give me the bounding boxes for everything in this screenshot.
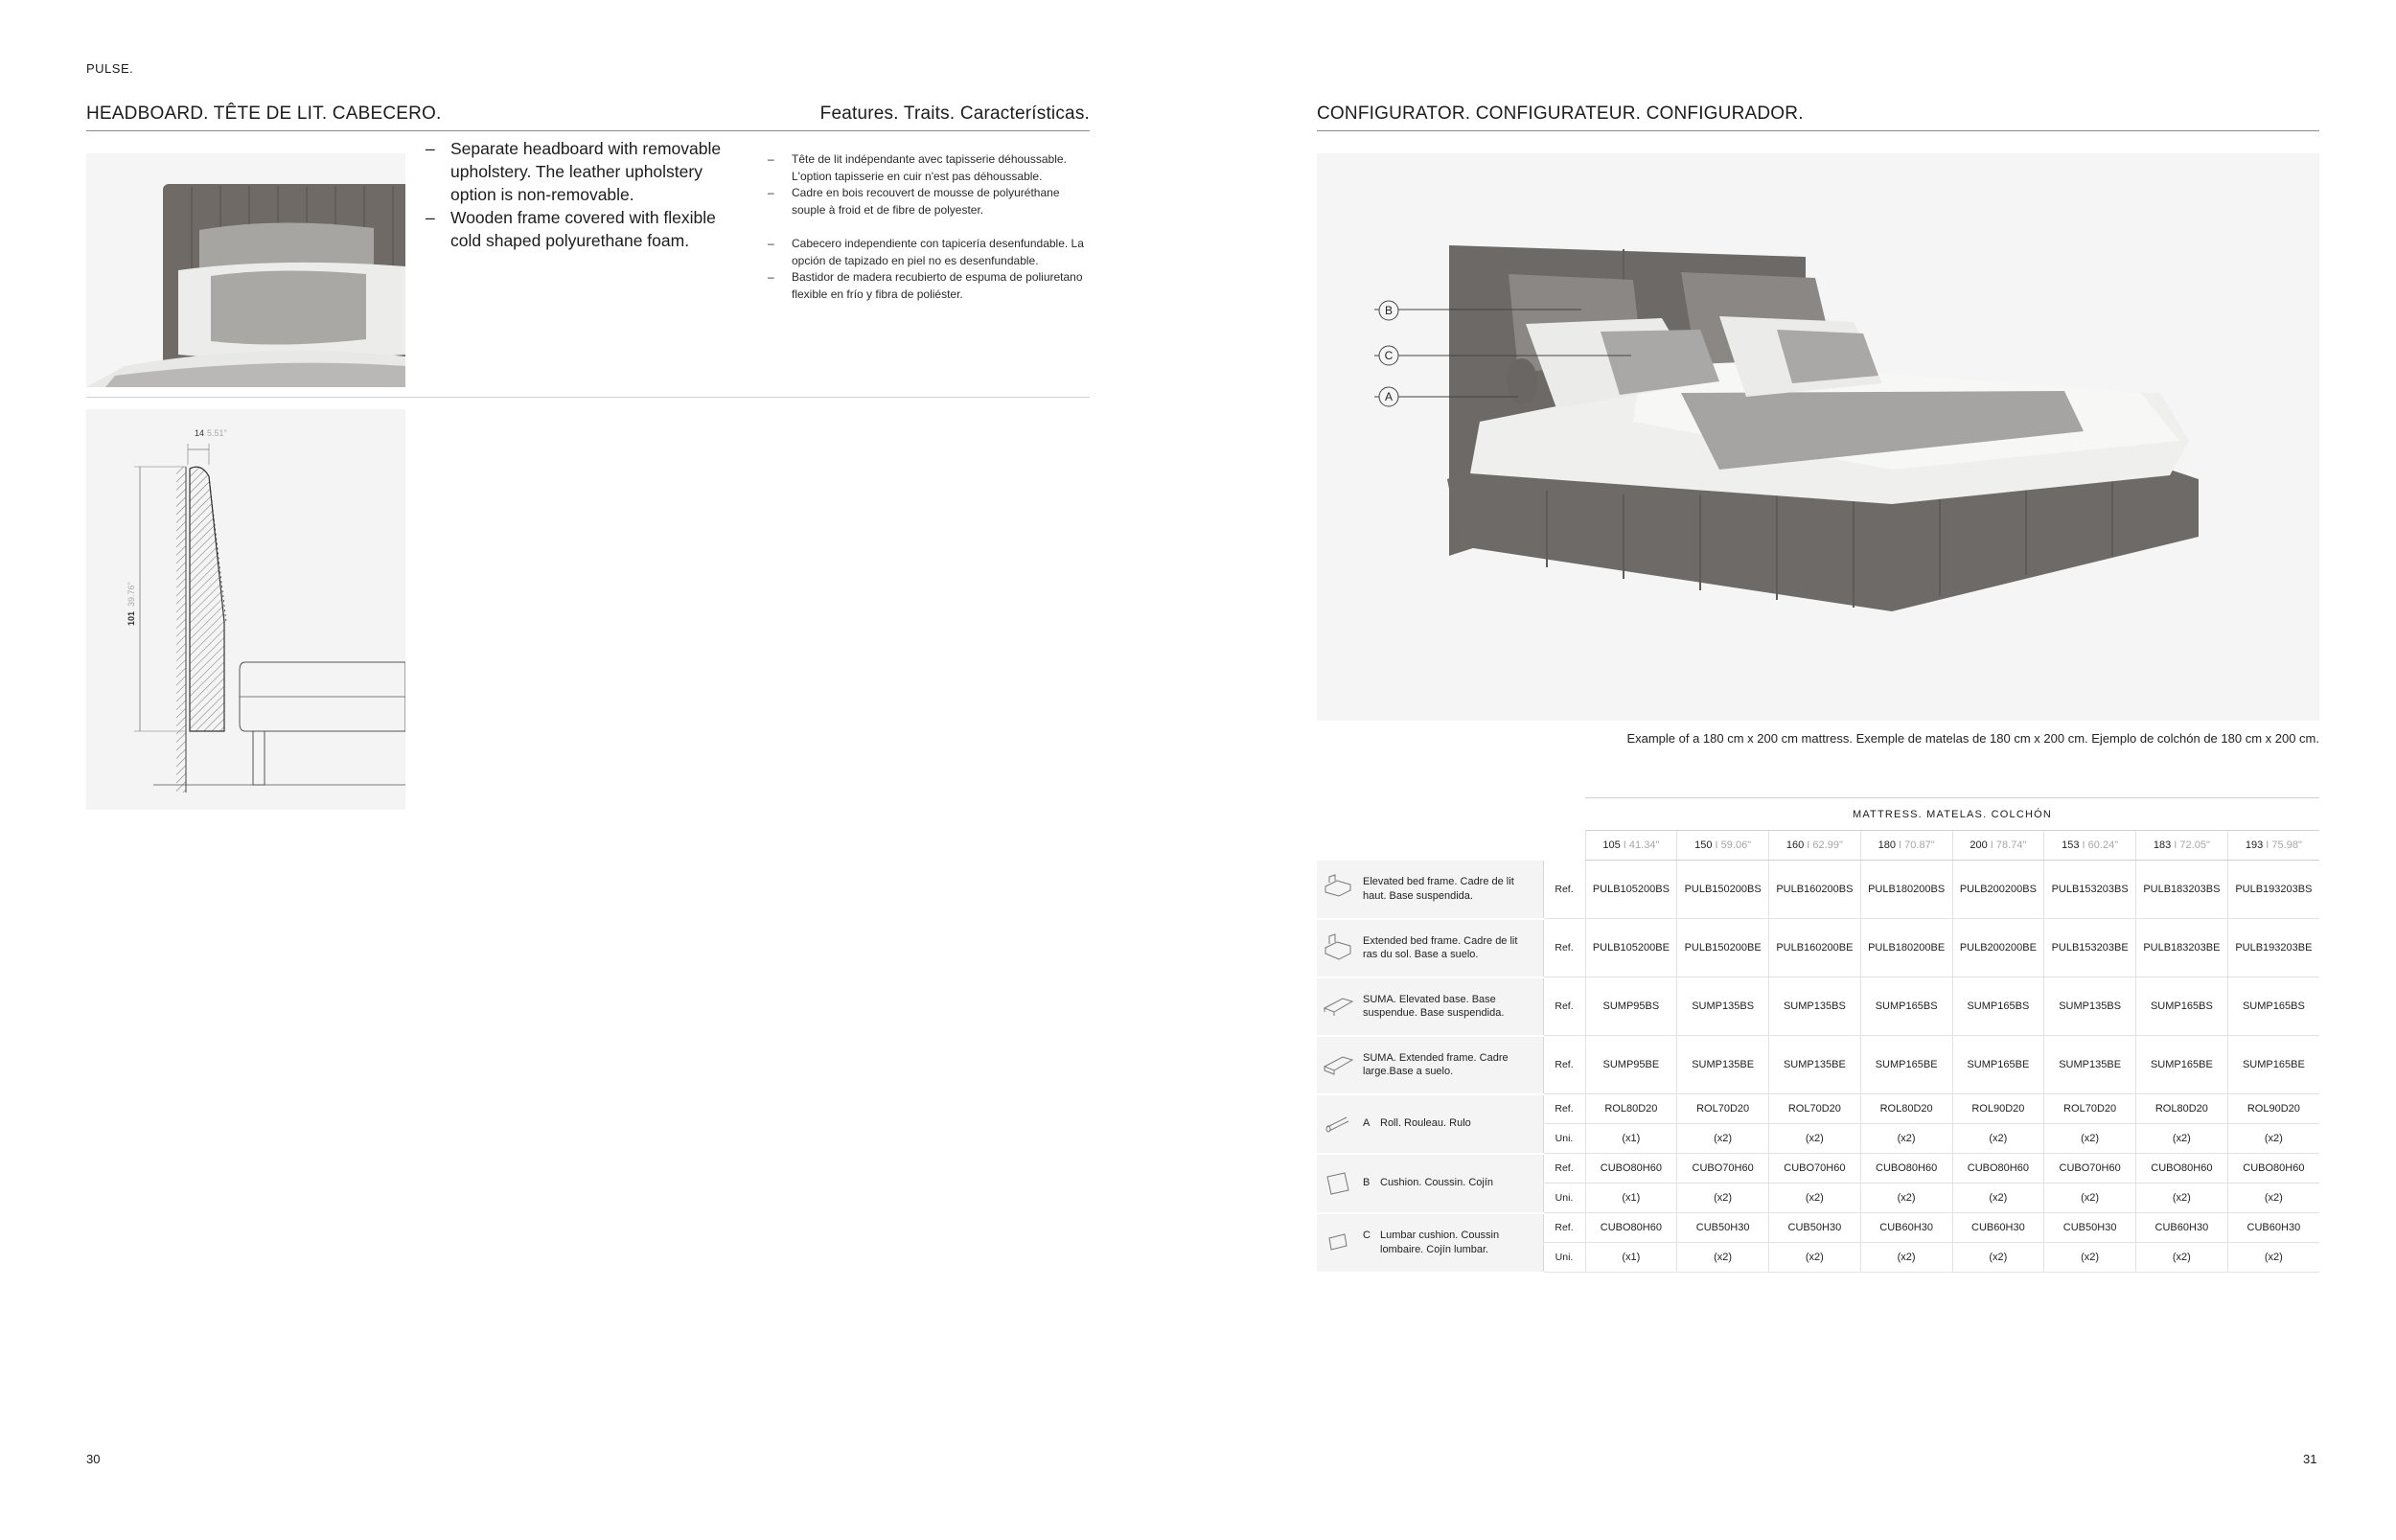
units-cell: (x1)	[1585, 1184, 1677, 1213]
reference-code-cell: ROL90D20	[1952, 1094, 2044, 1124]
configurator-table	[1317, 831, 2319, 1274]
units-cell: (x1)	[1585, 1124, 1677, 1154]
features-divider	[86, 397, 1090, 398]
size-column-header	[2227, 831, 2319, 861]
reference-code-cell: SUMP135BS	[2044, 977, 2136, 1036]
reference-code-cell: CUBO70H60	[1677, 1154, 1769, 1184]
table-top-rule	[1585, 797, 2319, 798]
feature-es-item	[768, 269, 1094, 303]
description-text: SUMA. Extended frame. Cadre large.Base a suelo.	[1363, 1051, 1509, 1077]
size-inches: 59.06"	[1720, 839, 1752, 851]
units-cell: (x2)	[2044, 1184, 2136, 1213]
feature-en-item	[426, 137, 742, 206]
description-text: Cushion. Coussin. Cojín	[1380, 1177, 1494, 1189]
row-icon-cell	[1317, 1213, 1359, 1273]
callout-c	[1379, 346, 1398, 365]
size-column-header	[2136, 831, 2228, 861]
size-inches: 62.99"	[1812, 839, 1843, 851]
extended-bed-frame-icon	[1322, 953, 1354, 964]
units-cell: (x2)	[2136, 1124, 2228, 1154]
size-separator: I	[1990, 839, 1993, 851]
units-cell: (x2)	[1860, 1124, 1952, 1154]
row-description	[1359, 919, 1543, 977]
row-icon-cell	[1317, 1094, 1359, 1154]
reference-code-cell: SUMP95BS	[1585, 977, 1677, 1036]
feature-en-text: Separate headboard with removable upholstery. The leather upholstery option is non-removable.	[450, 139, 722, 204]
table-row	[1317, 861, 2319, 919]
size-column-header	[1952, 831, 2044, 861]
reference-code-cell: PULB183203BS	[2136, 861, 2228, 919]
size-cm: 150	[1694, 839, 1713, 851]
size-separator: I	[1899, 839, 1902, 851]
feature-en-item	[426, 206, 742, 252]
row-description	[1359, 1154, 1543, 1213]
feature-fr-text: Cadre en bois recouvert de mousse de polyuréthane souple à froid et de fibre de polyester.	[792, 186, 1060, 217]
callout-c-label: C	[1384, 349, 1394, 362]
description-text: Roll. Rouleau. Rulo	[1380, 1117, 1471, 1130]
size-cm: 160	[1785, 839, 1805, 851]
reference-code-cell: SUMP135BE	[1769, 1036, 1861, 1094]
units-cell: (x2)	[1677, 1184, 1769, 1213]
callout-b	[1379, 301, 1398, 320]
row-description	[1359, 977, 1543, 1036]
bullet-dash: –	[768, 186, 774, 199]
reference-code-cell: CUBO70H60	[1769, 1154, 1861, 1184]
section-divider	[86, 130, 1090, 131]
row-icon-cell	[1317, 1154, 1359, 1213]
brand-label: PULSE.	[86, 61, 134, 76]
row-icon-cell	[1317, 977, 1359, 1036]
units-cell: (x2)	[2044, 1243, 2136, 1273]
headboard-section-title: HEADBOARD. TÊTE DE LIT. CABECERO.	[86, 103, 442, 124]
features-english	[426, 137, 742, 252]
bullet-dash: –	[426, 208, 435, 227]
reference-code-cell: SUMP135BS	[1769, 977, 1861, 1036]
reference-code-cell: PULB193203BS	[2227, 861, 2319, 919]
size-cm: 193	[2245, 839, 2264, 851]
height-dimension-value: 101	[127, 610, 136, 626]
table-row	[1317, 1094, 2319, 1124]
units-cell: (x2)	[2227, 1243, 2319, 1273]
size-separator: I	[1623, 839, 1626, 851]
reference-code-cell: SUMP165BE	[2136, 1036, 2228, 1094]
suma-extended-frame-icon	[1322, 1069, 1354, 1081]
ref-label: Ref.	[1543, 1036, 1585, 1094]
reference-code-cell: PULB153203BS	[2044, 861, 2136, 919]
size-column-header	[1769, 831, 1861, 861]
units-cell: (x2)	[2044, 1124, 2136, 1154]
size-inches: 72.05"	[2179, 839, 2210, 851]
reference-code-cell: PULB160200BE	[1769, 919, 1861, 977]
units-cell: (x2)	[1677, 1124, 1769, 1154]
reference-code-cell: CUBO80H60	[2227, 1154, 2319, 1184]
reference-code-cell: ROL70D20	[1769, 1094, 1861, 1124]
row-description	[1359, 861, 1543, 919]
headboard-photo	[86, 153, 405, 387]
component-letter: A	[1363, 1117, 1371, 1130]
table-row	[1317, 1213, 2319, 1243]
feature-es-item	[768, 236, 1094, 269]
feature-en-text: Wooden frame covered with flexible cold shaped polyurethane foam.	[450, 208, 716, 250]
row-description	[1359, 1094, 1543, 1154]
reference-code-cell: PULB200200BE	[1952, 919, 2044, 977]
reference-code-cell: SUMP165BE	[2227, 1036, 2319, 1094]
units-cell: (x2)	[1952, 1243, 2044, 1273]
reference-code-cell: PULB193203BE	[2227, 919, 2319, 977]
reference-code-cell: CUBO80H60	[1585, 1154, 1677, 1184]
row-icon-cell	[1317, 861, 1359, 919]
reference-code-cell: SUMP165BS	[2227, 977, 2319, 1036]
reference-code-cell: PULB105200BS	[1585, 861, 1677, 919]
size-column-header	[1677, 831, 1769, 861]
reference-code-cell: PULB150200BE	[1677, 919, 1769, 977]
reference-code-cell: PULB183203BE	[2136, 919, 2228, 977]
size-inches: 75.98"	[2271, 839, 2302, 851]
feature-fr-item	[768, 185, 1094, 218]
roll-icon	[1322, 1128, 1354, 1139]
reference-code-cell: SUMP135BE	[1677, 1036, 1769, 1094]
reference-code-cell: SUMP165BS	[1952, 977, 2044, 1036]
features-french	[768, 151, 1094, 218]
reference-code-cell: CUB60H30	[1860, 1213, 1952, 1243]
reference-code-cell: CUBO80H60	[1585, 1213, 1677, 1243]
units-cell: (x2)	[1860, 1184, 1952, 1213]
row-description	[1359, 1213, 1543, 1273]
size-cm: 200	[1970, 839, 1988, 851]
bed-photo	[1317, 153, 2319, 721]
reference-code-cell: SUMP135BE	[2044, 1036, 2136, 1094]
table-row	[1317, 977, 2319, 1036]
units-cell: (x2)	[1952, 1184, 2044, 1213]
units-label: Uni.	[1543, 1184, 1585, 1213]
height-dimension-inches: 39.76"	[127, 582, 136, 607]
bullet-dash: –	[426, 139, 435, 158]
feature-fr-item	[768, 151, 1094, 185]
ref-label: Ref.	[1543, 1213, 1585, 1243]
units-cell: (x2)	[2136, 1184, 2228, 1213]
ref-label: Ref.	[1543, 919, 1585, 977]
feature-es-text: Bastidor de madera recubierto de espuma de poliuretano flexible en frío y fibra de poliéster.	[792, 270, 1083, 301]
lumbar-cushion-icon	[1322, 1247, 1354, 1258]
size-inches: 70.87"	[1904, 839, 1935, 851]
units-cell: (x2)	[1860, 1243, 1952, 1273]
size-separator: I	[1715, 839, 1718, 851]
size-separator: I	[2266, 839, 2269, 851]
reference-code-cell: SUMP95BE	[1585, 1036, 1677, 1094]
cushion-icon	[1322, 1187, 1354, 1199]
reference-code-cell: CUB50H30	[1769, 1213, 1861, 1243]
units-cell: (x2)	[1769, 1243, 1861, 1273]
ref-label: Ref.	[1543, 977, 1585, 1036]
bullet-dash: –	[768, 237, 774, 250]
reference-code-cell: CUB50H30	[2044, 1213, 2136, 1243]
reference-code-cell: CUBO80H60	[1860, 1154, 1952, 1184]
reference-code-cell: ROL80D20	[1585, 1094, 1677, 1124]
reference-code-cell: SUMP165BS	[1860, 977, 1952, 1036]
size-column-header	[1860, 831, 1952, 861]
units-label: Uni.	[1543, 1124, 1585, 1154]
configurator-divider	[1317, 130, 2319, 131]
component-letter: B	[1363, 1177, 1371, 1189]
reference-code-cell: SUMP165BE	[1952, 1036, 2044, 1094]
reference-code-cell: PULB180200BE	[1860, 919, 1952, 977]
reference-code-cell: PULB105200BE	[1585, 919, 1677, 977]
size-cm: 183	[2153, 839, 2172, 851]
depth-dimension-inches: 5.51"	[207, 428, 227, 438]
reference-code-cell: ROL80D20	[2136, 1094, 2228, 1124]
bullet-dash: –	[768, 152, 774, 166]
reference-code-cell: CUBO80H60	[1952, 1154, 2044, 1184]
photo-caption: Example of a 180 cm x 200 cm mattress. Exemple de matelas de 180 cm x 200 cm. Ejemplo de colchón de 180 cm x 200 cm.	[1626, 731, 2319, 746]
reference-code-cell: CUB60H30	[2136, 1213, 2228, 1243]
table-row	[1317, 1036, 2319, 1094]
units-cell: (x2)	[1677, 1243, 1769, 1273]
mattress-header: MATTRESS. MATELAS. COLCHÓN	[1852, 809, 2053, 820]
row-icon-cell	[1317, 1036, 1359, 1094]
size-inches: 78.74"	[1995, 839, 2027, 851]
feature-fr-text: Tête de lit indépendante avec tapisserie déhoussable. L'option tapisserie en cuir n'est pas déhoussable.	[792, 152, 1067, 183]
size-cm: 180	[1878, 839, 1896, 851]
size-column-header	[2044, 831, 2136, 861]
reference-code-cell: PULB160200BS	[1769, 861, 1861, 919]
reference-code-cell: CUB60H30	[1952, 1213, 2044, 1243]
table-row	[1317, 919, 2319, 977]
reference-code-cell: CUBO80H60	[2136, 1154, 2228, 1184]
description-text: SUMA. Elevated base. Base suspendue. Base suspendida.	[1363, 993, 1505, 1019]
description-text: Elevated bed frame. Cadre de lit haut. Base suspendida.	[1363, 876, 1514, 902]
reference-code-cell: PULB200200BS	[1952, 861, 2044, 919]
ref-label: Ref.	[1543, 861, 1585, 919]
reference-code-cell: PULB150200BS	[1677, 861, 1769, 919]
reference-code-cell: CUB60H30	[2227, 1213, 2319, 1243]
units-cell: (x2)	[1769, 1124, 1861, 1154]
size-separator: I	[1807, 839, 1810, 851]
reference-code-cell: ROL80D20	[1860, 1094, 1952, 1124]
size-cm: 153	[2062, 839, 2080, 851]
ref-label: Ref.	[1543, 1154, 1585, 1184]
reference-code-cell: CUBO70H60	[2044, 1154, 2136, 1184]
callout-b-label: B	[1384, 304, 1394, 317]
page-number-left: 30	[86, 1452, 101, 1466]
row-icon-cell	[1317, 919, 1359, 977]
reference-code-cell: CUB50H30	[1677, 1213, 1769, 1243]
suma-elevated-base-icon	[1322, 1011, 1354, 1023]
units-cell: (x2)	[2227, 1184, 2319, 1213]
size-separator: I	[2082, 839, 2085, 851]
size-separator: I	[2174, 839, 2177, 851]
callout-a	[1379, 387, 1398, 406]
depth-dimension-value: 14	[195, 428, 205, 438]
elevated-bed-frame-icon	[1322, 893, 1354, 905]
headboard-section-diagram	[86, 409, 405, 810]
reference-code-cell: SUMP135BS	[1677, 977, 1769, 1036]
row-description	[1359, 1036, 1543, 1094]
size-column-header	[1585, 831, 1677, 861]
callout-a-label: A	[1384, 390, 1394, 403]
description-text: Extended bed frame. Cadre de lit ras du sol. Base a suelo.	[1363, 934, 1518, 960]
configurator-section-title: CONFIGURATOR. CONFIGURATEUR. CONFIGURADOR.	[1317, 103, 1804, 124]
component-letter: C	[1363, 1230, 1371, 1241]
feature-es-text: Cabecero independiente con tapicería desenfundable. La opción de tapizado en piel no es desenfundable.	[792, 237, 1084, 267]
ref-label: Ref.	[1543, 1094, 1585, 1124]
features-spanish	[768, 236, 1094, 303]
units-label: Uni.	[1543, 1243, 1585, 1273]
reference-code-cell: ROL90D20	[2227, 1094, 2319, 1124]
bullet-dash: –	[768, 270, 774, 284]
reference-code-cell: PULB153203BE	[2044, 919, 2136, 977]
reference-code-cell: ROL70D20	[2044, 1094, 2136, 1124]
size-inches: 41.34"	[1628, 839, 1660, 851]
reference-code-cell: SUMP165BS	[2136, 977, 2228, 1036]
size-inches: 60.24"	[2087, 839, 2119, 851]
description-text: Lumbar cushion. Coussin lombaire. Cojín lumbar.	[1380, 1230, 1500, 1255]
table-row	[1317, 1154, 2319, 1184]
reference-code-cell: ROL70D20	[1677, 1094, 1769, 1124]
units-cell: (x2)	[2136, 1243, 2228, 1273]
units-cell: (x2)	[1769, 1184, 1861, 1213]
size-header-row	[1317, 831, 2319, 861]
units-cell: (x1)	[1585, 1243, 1677, 1273]
features-title: Features. Traits. Características.	[819, 103, 1090, 124]
reference-code-cell: PULB180200BS	[1860, 861, 1952, 919]
size-cm: 105	[1602, 839, 1621, 851]
units-cell: (x2)	[2227, 1124, 2319, 1154]
reference-code-cell: SUMP165BE	[1860, 1036, 1952, 1094]
page-number-right: 31	[2303, 1452, 2317, 1466]
units-cell: (x2)	[1952, 1124, 2044, 1154]
